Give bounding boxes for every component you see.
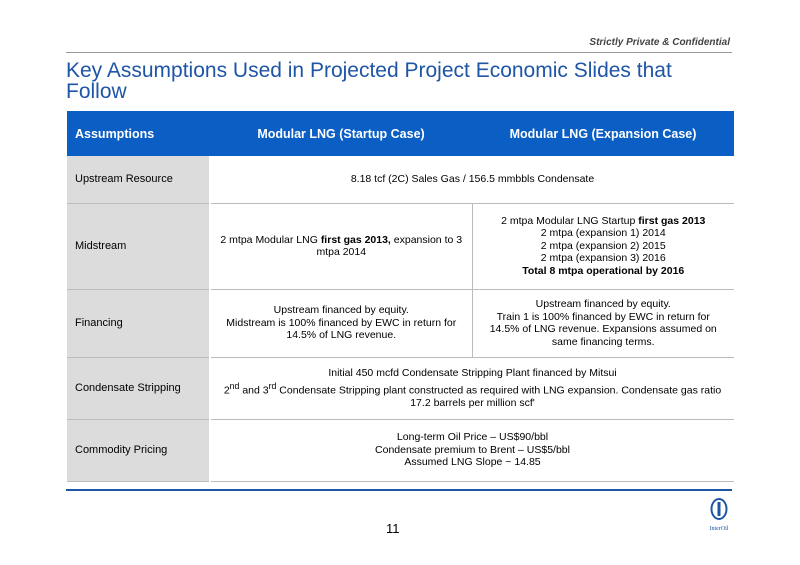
- header-startup-case: Modular LNG (Startup Case): [210, 111, 472, 156]
- midstream-startup-bold: first gas 2013,: [320, 233, 391, 246]
- row-commodity-pricing: [67, 419, 734, 481]
- financing-expansion-line-1: Upstream financed by equity.: [535, 298, 671, 310]
- midstream-expansion-line-3: 2 mtpa (expansion 2) 2015: [540, 239, 666, 252]
- label-midstream: Midstream: [67, 203, 210, 289]
- financing-expansion-line-2: Train 1 is 100% financed by EWC in return for 14.5% of LNG revenue. Expansions assumed on same financing terms.: [489, 310, 717, 348]
- condensate-line-2-rest: Condensate Stripping plant constructed as required with LNG expansion. Condensate gas ratio 17.2 barrels per million scf': [276, 384, 722, 409]
- label-condensate-stripping: Condensate Stripping: [67, 357, 210, 419]
- row-condensate-stripping: [67, 357, 734, 419]
- midstream-expansion-bold: first gas 2013: [638, 214, 706, 227]
- financing-expansion: [472, 289, 734, 357]
- row-financing: [67, 289, 734, 357]
- page-title: Key Assumptions Used in Projected Project Economic Slides that Follow: [66, 59, 672, 103]
- row-midstream: [67, 203, 734, 289]
- value-commodity-pricing: [210, 419, 734, 481]
- midstream-startup: [210, 203, 472, 289]
- condensate-ordinal-2-suffix: nd: [229, 380, 240, 391]
- condensate-line-2: [219, 380, 726, 410]
- financing-startup-line-2: Midstream is 100% financed by EWC in return for 14.5% of LNG revenue.: [226, 316, 457, 342]
- value-upstream-resource: 8.18 tcf (2C) Sales Gas / 156.5 mmbbls Condensate: [210, 156, 734, 203]
- midstream-expansion-pre: 2 mtpa Modular LNG Startup: [501, 214, 639, 227]
- condensate-ordinal-2: 2: [223, 384, 230, 396]
- midstream-expansion-total-text: Total 8 mtpa operational by 2016: [522, 264, 685, 277]
- midstream-startup-post: expansion to 3 mtpa 2014: [316, 233, 463, 258]
- pricing-line-3: Assumed LNG Slope ~ 14.85: [404, 456, 541, 469]
- midstream-expansion-total: [481, 265, 727, 278]
- assumptions-table: [67, 111, 734, 482]
- label-financing: Financing: [67, 289, 210, 357]
- bottom-divider: [66, 489, 732, 491]
- header-expansion-case: Modular LNG (Expansion Case): [472, 111, 734, 156]
- logo-text: InterOil: [709, 526, 729, 532]
- midstream-expansion-line-4: 2 mtpa (expansion 3) 2016: [540, 252, 666, 265]
- midstream-expansion: [472, 203, 734, 289]
- label-commodity-pricing: Commodity Pricing: [67, 419, 210, 481]
- row-upstream-resource: [67, 156, 734, 203]
- midstream-expansion-line-1: [481, 215, 727, 228]
- condensate-ordinal-3: and 3: [239, 384, 269, 396]
- condensate-line-1: Initial 450 mcfd Condensate Stripping Plant financed by Mitsui: [328, 367, 617, 379]
- company-logo: [706, 497, 732, 532]
- page-number: 11: [386, 521, 400, 536]
- label-upstream-resource: Upstream Resource: [67, 156, 210, 203]
- pricing-line-2: Condensate premium to Brent – US$5/bbl: [375, 443, 570, 456]
- midstream-expansion-line-2: 2 mtpa (expansion 1) 2014: [540, 227, 666, 240]
- interoil-logo-icon: [706, 497, 732, 521]
- header-assumptions: Assumptions: [67, 111, 210, 156]
- confidential-notice: Strictly Private & Confidential: [589, 37, 730, 48]
- condensate-ordinal-3-suffix: rd: [268, 380, 277, 391]
- financing-startup-line-1: Upstream financed by equity.: [273, 304, 409, 317]
- table-header-row: [67, 111, 734, 156]
- midstream-startup-pre: 2 mtpa Modular LNG: [220, 233, 321, 246]
- top-divider: [66, 52, 732, 53]
- financing-startup: [210, 289, 472, 357]
- value-condensate-stripping: [210, 357, 734, 419]
- pricing-line-1: Long-term Oil Price – US$90/bbl: [396, 431, 549, 444]
